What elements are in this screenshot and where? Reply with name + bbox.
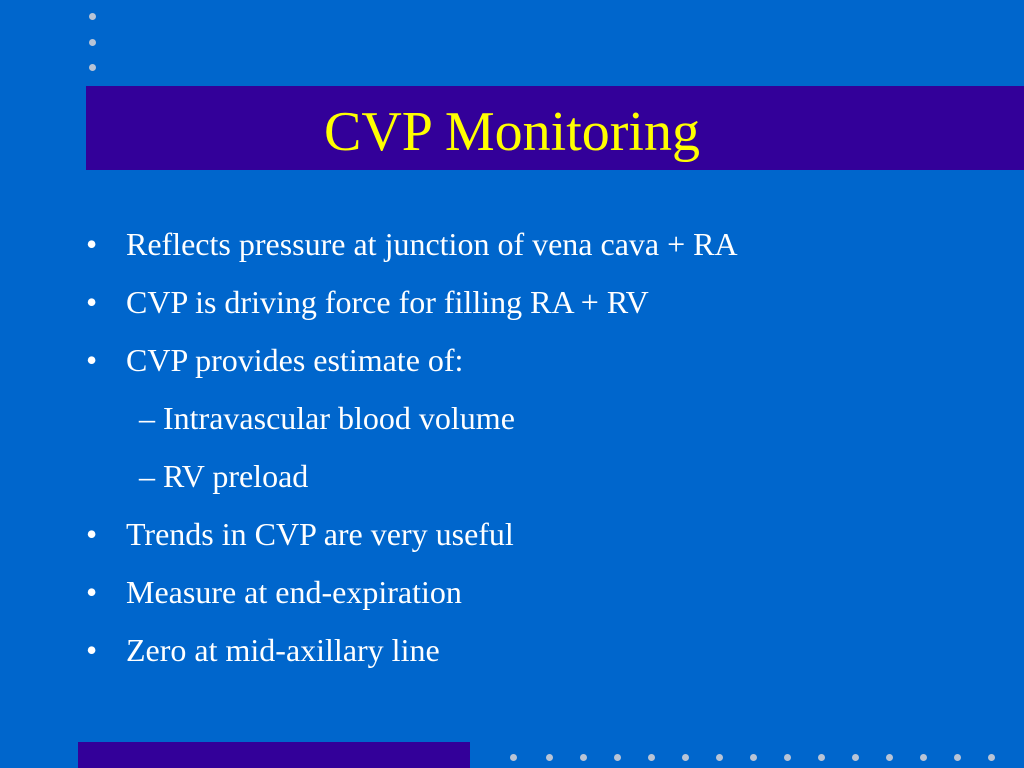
sub-bullet-text: – Intravascular blood volume bbox=[139, 400, 515, 436]
decor-dot bbox=[546, 754, 553, 761]
decor-dot bbox=[920, 754, 927, 761]
decor-dot bbox=[580, 754, 587, 761]
decor-dot bbox=[954, 754, 961, 761]
decor-dot bbox=[852, 754, 859, 761]
bottom-bar bbox=[78, 742, 470, 768]
decor-dot bbox=[614, 754, 621, 761]
bullet-mark: • bbox=[86, 516, 98, 552]
bullet-text: CVP is driving force for filling RA + RV bbox=[126, 284, 649, 320]
decor-dot bbox=[818, 754, 825, 761]
bullet-mark: • bbox=[86, 226, 98, 262]
slide-title: CVP Monitoring bbox=[324, 101, 700, 163]
decor-dot bbox=[89, 39, 96, 46]
decor-dot bbox=[89, 13, 96, 20]
bullet-mark: • bbox=[86, 574, 98, 610]
decor-dot bbox=[510, 754, 517, 761]
bullet-mark: • bbox=[86, 342, 98, 378]
decor-dot bbox=[682, 754, 689, 761]
decor-dot bbox=[784, 754, 791, 761]
bullet-text: Zero at mid-axillary line bbox=[126, 632, 440, 668]
bullet-text: Measure at end-expiration bbox=[126, 574, 462, 610]
bullet-mark: • bbox=[86, 284, 98, 320]
decor-dot bbox=[648, 754, 655, 761]
bullet-text: Trends in CVP are very useful bbox=[126, 516, 514, 552]
decor-dot bbox=[886, 754, 893, 761]
decor-dot bbox=[750, 754, 757, 761]
bullet-text: Reflects pressure at junction of vena cava + RA bbox=[126, 226, 738, 262]
decor-dot bbox=[716, 754, 723, 761]
bullet-text: CVP provides estimate of: bbox=[126, 342, 464, 378]
decor-dot bbox=[988, 754, 995, 761]
sub-bullet-text: – RV preload bbox=[139, 458, 309, 494]
decor-dot bbox=[89, 64, 96, 71]
bullet-mark: • bbox=[86, 632, 98, 668]
